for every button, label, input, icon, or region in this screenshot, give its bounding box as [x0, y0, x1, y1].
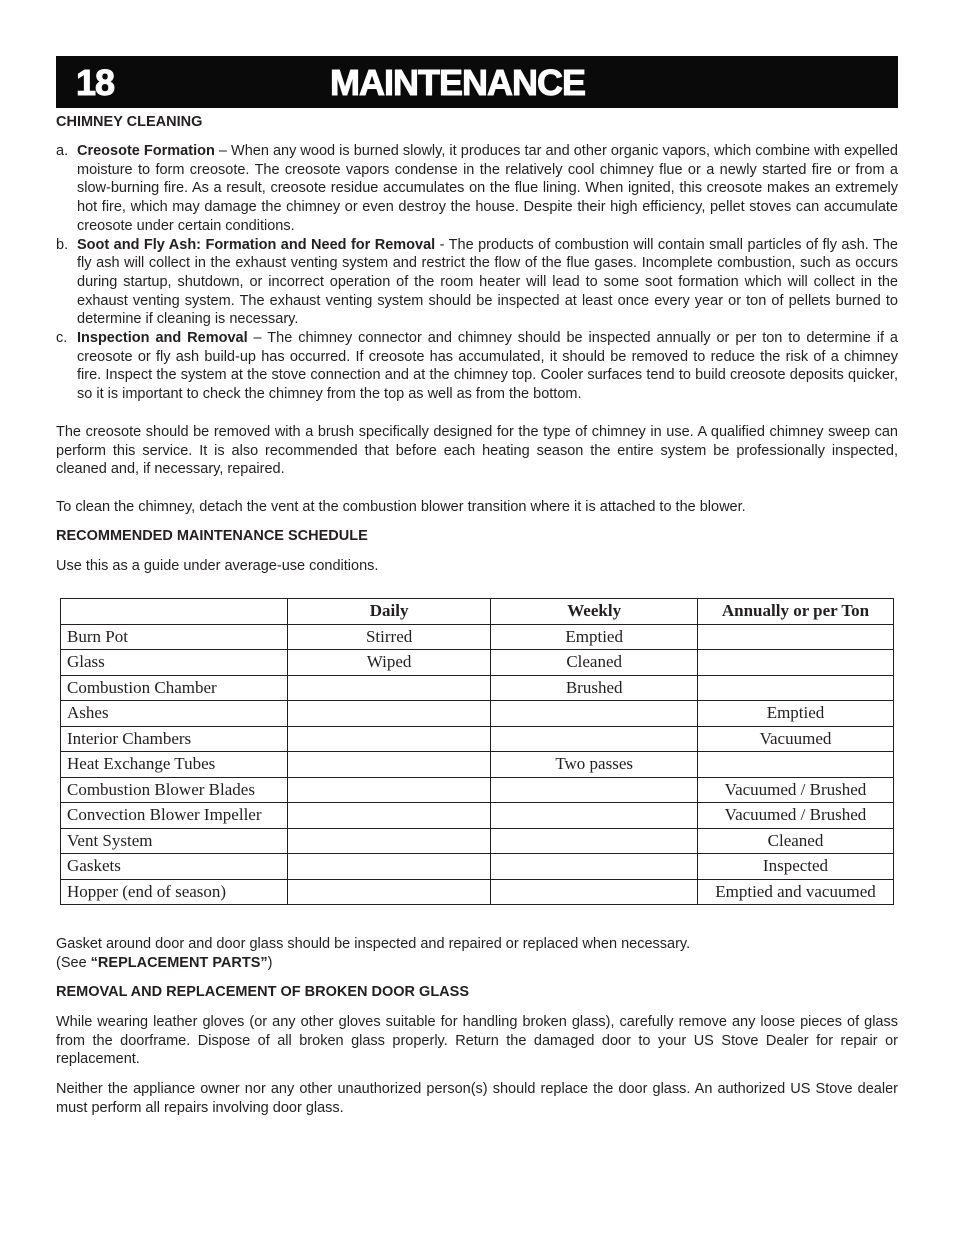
table-cell — [287, 854, 490, 880]
table-cell: Wiped — [287, 650, 490, 676]
table-cell: Cleaned — [491, 650, 698, 676]
schedule-heading: RECOMMENDED MAINTENANCE SCHEDULE — [56, 528, 368, 544]
list-marker: c. — [56, 330, 68, 347]
table-header-row — [61, 599, 894, 625]
table-cell — [287, 726, 490, 752]
table-row — [61, 624, 894, 650]
table-row — [61, 854, 894, 880]
list-item-inspection — [56, 329, 898, 404]
table-cell — [491, 701, 698, 727]
list-term: Creosote Formation — [77, 143, 215, 159]
table-cell: Stirred — [287, 624, 490, 650]
column-header-daily: Daily — [287, 599, 490, 625]
table-cell — [287, 828, 490, 854]
list-marker: a. — [56, 143, 69, 159]
table-cell: Brushed — [491, 675, 698, 701]
table-cell: Two passes — [491, 752, 698, 778]
door-glass-heading: REMOVAL AND REPLACEMENT OF BROKEN DOOR GLASS — [56, 984, 469, 1000]
table-row — [61, 777, 894, 803]
table-cell-item: Interior Chambers — [61, 726, 288, 752]
table-row — [61, 879, 894, 905]
see-suffix: ) — [267, 955, 273, 971]
table-cell — [697, 650, 893, 676]
table-row — [61, 828, 894, 854]
table-cell: Vacuumed / Brushed — [697, 777, 893, 803]
page-number: 18 — [76, 62, 115, 103]
table-cell — [697, 752, 893, 778]
list-text: - The products of combustion will contain small particles of fly ash. The fly ash will collect in the exhaust venting system and restrict the flow of the flue gases. Incomplete combustion, such as occurs during startup, shutdown, or incorrect operation of the room heater will lead to some soot formation which will collect in the exhaust venting system. The exhaust venting system should be inspected at least once every year or ton of pellets burned to determine if cleaning is necessary. — [77, 236, 898, 328]
table-cell — [697, 624, 893, 650]
door-glass-paragraph-2: Neither the appliance owner nor any other unauthorized person(s) should replace the door glass. An authorized US Stove dealer must perform all repairs involving door glass. — [56, 1081, 898, 1116]
table-cell — [491, 879, 698, 905]
door-glass-paragraph-1: While wearing leather gloves (or any other gloves suitable for handling broken glass), carefully remove any loose pieces of glass from the doorframe. Dispose of all broken glass properly. Return the damaged door to your US Stove Dealer for repair or replacement. — [56, 1014, 898, 1068]
list-item-soot — [56, 236, 898, 330]
list-text: – The chimney connector and chimney should be inspected annually or per ton to determine if a creosote or fly ash build-up has occurred. If creosote has accumulated, it should be removed to reduce the risk of a chimney fire. Inspect the system at the stove connection and at the chimney top. Cooler surfaces tend to build creosote deposits quicker, so it is important to check the chimney from the top as well as from the bottom. — [77, 330, 898, 403]
table-cell: Vacuumed / Brushed — [697, 803, 893, 829]
header-bar — [56, 56, 898, 108]
table-cell — [491, 854, 698, 880]
page-title: MAINTENANCE — [330, 62, 585, 103]
table-cell-item: Heat Exchange Tubes — [61, 752, 288, 778]
maintenance-schedule-table — [60, 598, 894, 905]
table-cell: Emptied — [697, 701, 893, 727]
see-prefix: (See — [56, 955, 91, 971]
table-row — [61, 752, 894, 778]
table-cell: Inspected — [697, 854, 893, 880]
table-cell — [491, 803, 698, 829]
table-row — [61, 803, 894, 829]
list-item-creosote — [56, 142, 898, 236]
chimney-cleaning-heading: CHIMNEY CLEANING — [56, 114, 203, 130]
schedule-intro: Use this as a guide under average-use conditions. — [56, 558, 379, 574]
see-replacement-parts — [56, 954, 898, 973]
table-body — [61, 624, 894, 905]
table-cell-item: Vent System — [61, 828, 288, 854]
table-cell-item: Glass — [61, 650, 288, 676]
table-cell — [491, 828, 698, 854]
table-cell-item: Hopper (end of season) — [61, 879, 288, 905]
table-row — [61, 675, 894, 701]
table-row — [61, 726, 894, 752]
chimney-list — [56, 142, 898, 404]
table-cell — [287, 675, 490, 701]
table-cell-item: Gaskets — [61, 854, 288, 880]
creosote-removal-paragraph: The creosote should be removed with a brush specifically designed for the type of chimney in use. A qualified chimney sweep can perform this service. It is also recommended that before each heating season the entire system be professionally inspected, cleaned and, if necessary, repaired. — [56, 424, 898, 478]
table-cell: Emptied — [491, 624, 698, 650]
table-cell — [287, 777, 490, 803]
replacement-parts-reference: “REPLACEMENT PARTS” — [90, 955, 268, 971]
table-cell: Vacuumed — [697, 726, 893, 752]
column-header-weekly: Weekly — [491, 599, 698, 625]
table-row — [61, 650, 894, 676]
list-term: Soot and Fly Ash: Formation and Need for Removal — [77, 236, 436, 253]
table-cell-item: Combustion Chamber — [61, 675, 288, 701]
table-cell-item: Convection Blower Impeller — [61, 803, 288, 829]
table-cell: Cleaned — [697, 828, 893, 854]
list-term: Inspection and Removal — [77, 330, 248, 347]
table-cell-item: Burn Pot — [61, 624, 288, 650]
table-cell: Emptied and vacuumed — [697, 879, 893, 905]
table-cell-item: Ashes — [61, 701, 288, 727]
table-cell-item: Combustion Blower Blades — [61, 777, 288, 803]
list-marker: b. — [56, 236, 69, 253]
table-cell — [491, 777, 698, 803]
chimney-clean-paragraph: To clean the chimney, detach the vent at the combustion blower transition where it is attached to the blower. — [56, 499, 746, 515]
column-header-item — [61, 599, 288, 625]
gasket-note: Gasket around door and door glass should be inspected and repaired or replaced when necessary. — [56, 936, 691, 952]
table-cell — [697, 675, 893, 701]
table-cell — [287, 752, 490, 778]
table-cell — [287, 803, 490, 829]
table-cell — [491, 726, 698, 752]
list-text: – When any wood is burned slowly, it produces tar and other organic vapors, which combine with expelled moisture to form creosote. The creosote vapors condense in the relatively cool chimney flue or a newly started fire or from a slow-burning fire. As a result, creosote residue accumulates on the flue lining. When ignited, this creosote makes an extremely hot fire, which may damage the chimney or even destroy the house. Despite their high efficiency, pellet stoves can accumulate creosote under certain conditions. — [77, 143, 898, 234]
table-row — [61, 701, 894, 727]
table-cell — [287, 879, 490, 905]
column-header-annually: Annually or per Ton — [697, 599, 893, 625]
table-cell — [287, 701, 490, 727]
